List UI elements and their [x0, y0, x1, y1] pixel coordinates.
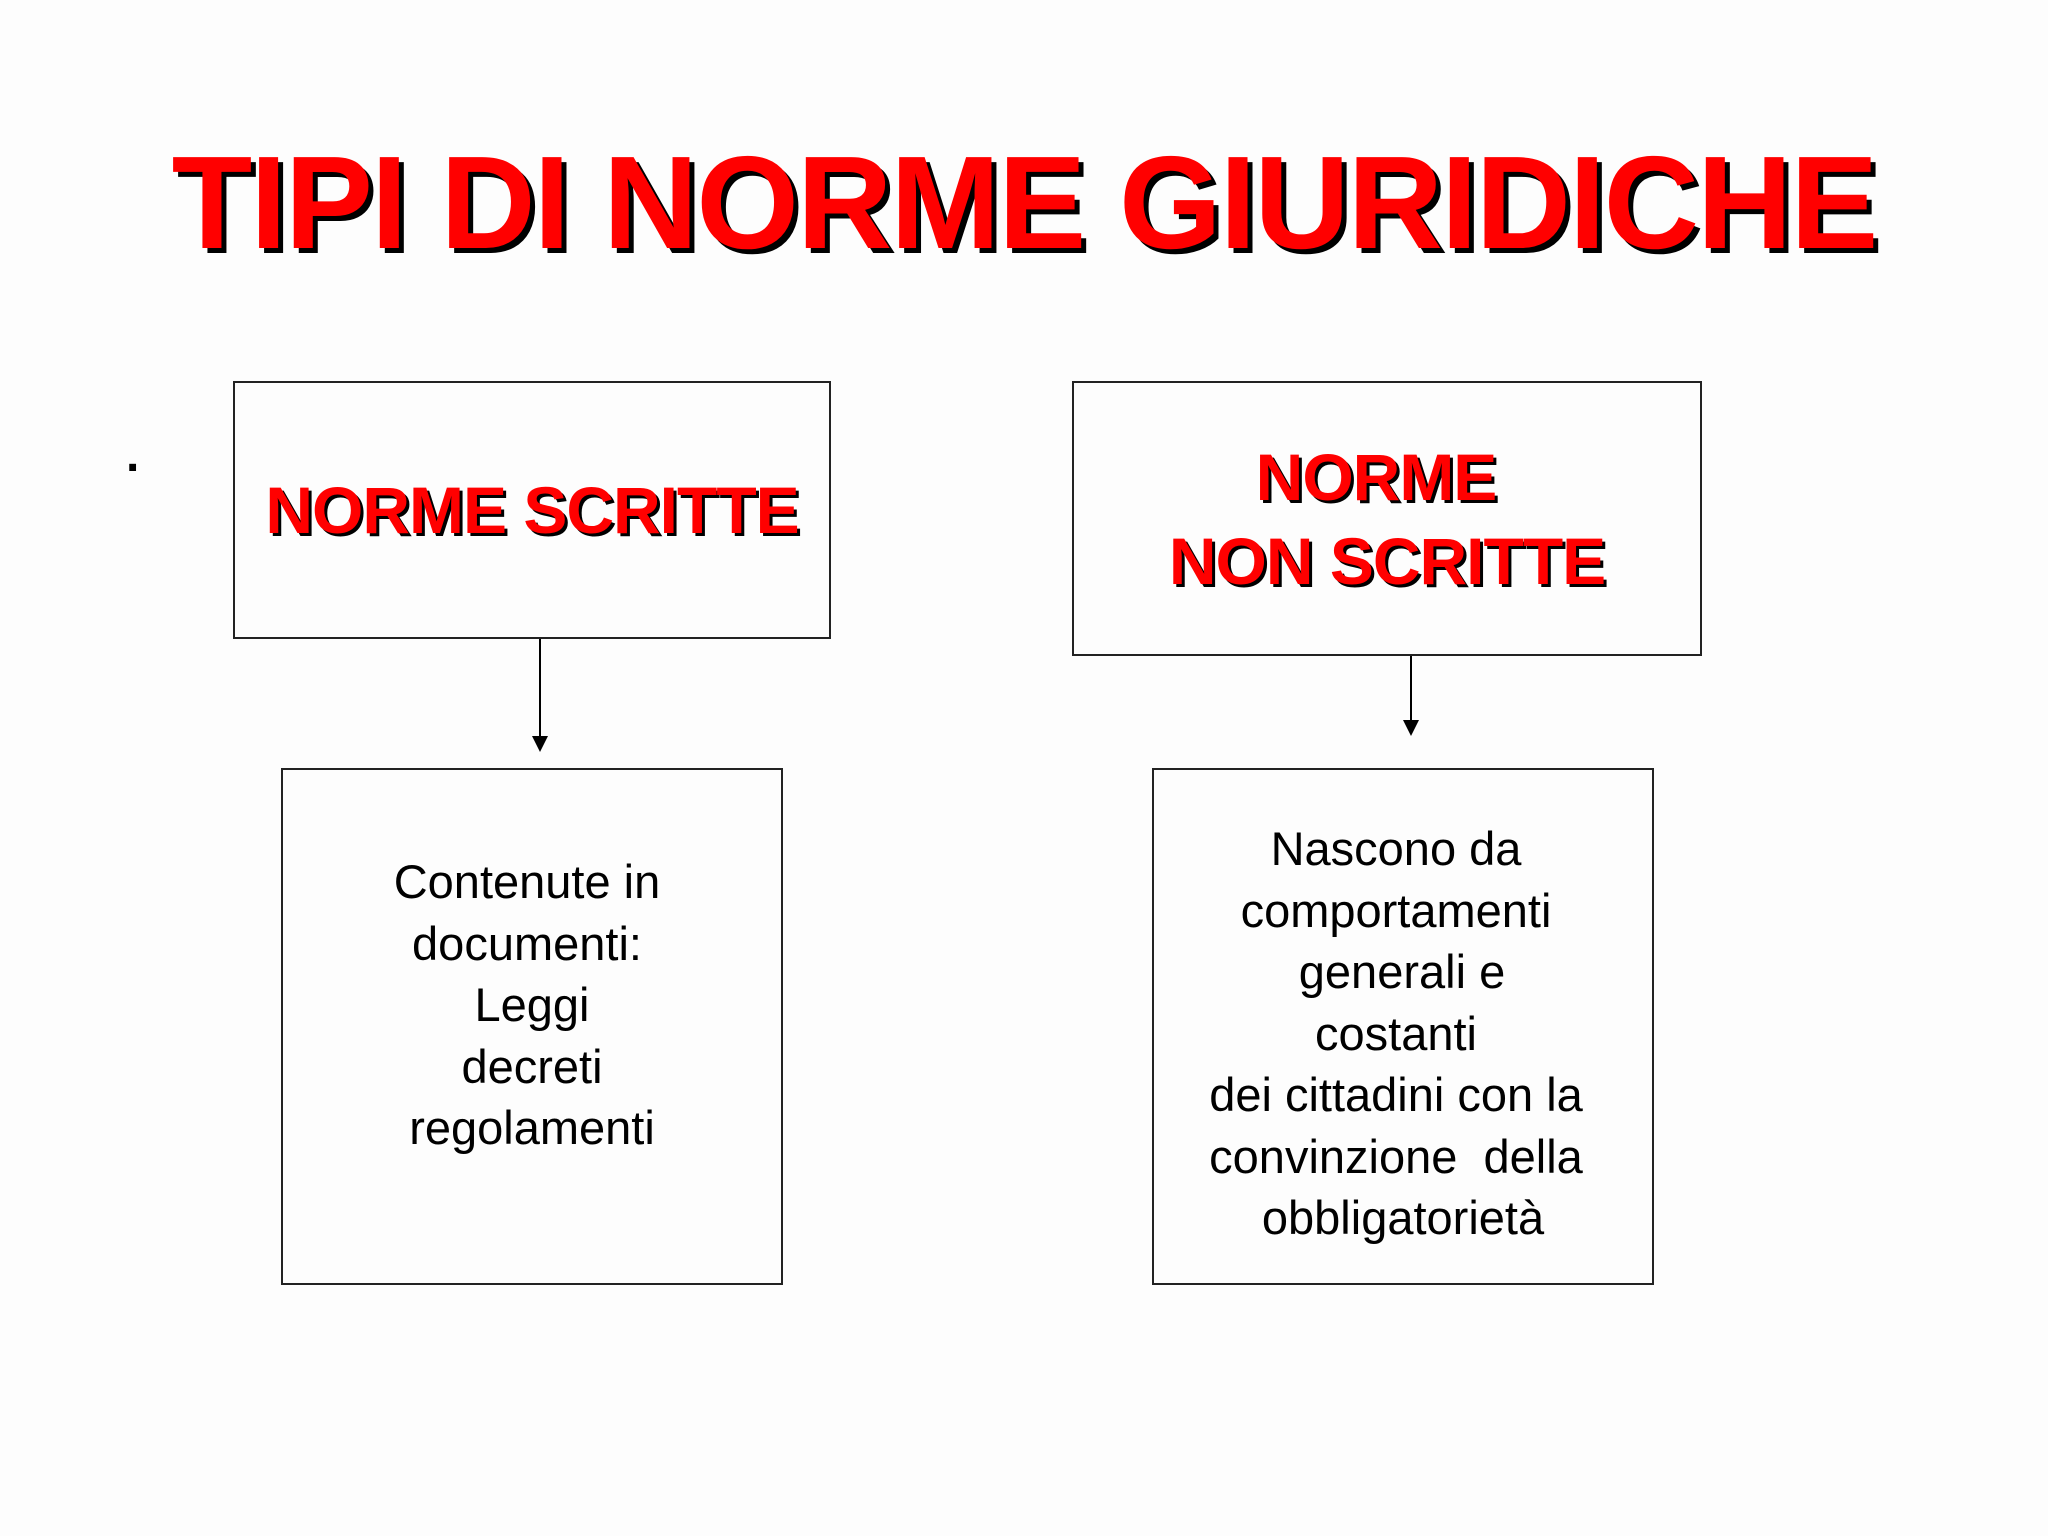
contenute-line-5: regolamenti [409, 1101, 655, 1154]
bullet-dot: . [126, 429, 140, 482]
nascono-line-7: obbligatorietà [1261, 1191, 1545, 1244]
contenute-line-3: Leggi [474, 978, 590, 1031]
arrow-scritte-head [532, 736, 548, 752]
nascono-line-2: comportamenti [1240, 883, 1552, 937]
nascono-line-6: convinzione della [1209, 1129, 1583, 1183]
contenute-line-1: Contenute in [393, 855, 661, 908]
arrow-scritte [532, 639, 548, 752]
contenute-line-4: decreti [461, 1039, 603, 1093]
nascono-line-4: costanti [1315, 1006, 1477, 1060]
norme-scritte-label: NORME SCRITTE [265, 473, 799, 547]
arrow-non-scritte [1403, 656, 1419, 736]
slide-title: TIPI DI NORME GIURIDICHE [171, 129, 1877, 276]
contenute-line-2: documenti: [412, 916, 642, 970]
nascono-line-3: generali e [1298, 945, 1506, 998]
arrow-non-scritte-head [1403, 720, 1419, 736]
norme-non-scritte-line-1: NORME [1255, 439, 1497, 514]
nascono-line-5: dei cittadini con la [1209, 1068, 1583, 1121]
norme-non-scritte-line-2: NON SCRITTE [1168, 523, 1606, 598]
nascono-line-1: Nascono da [1270, 822, 1522, 875]
